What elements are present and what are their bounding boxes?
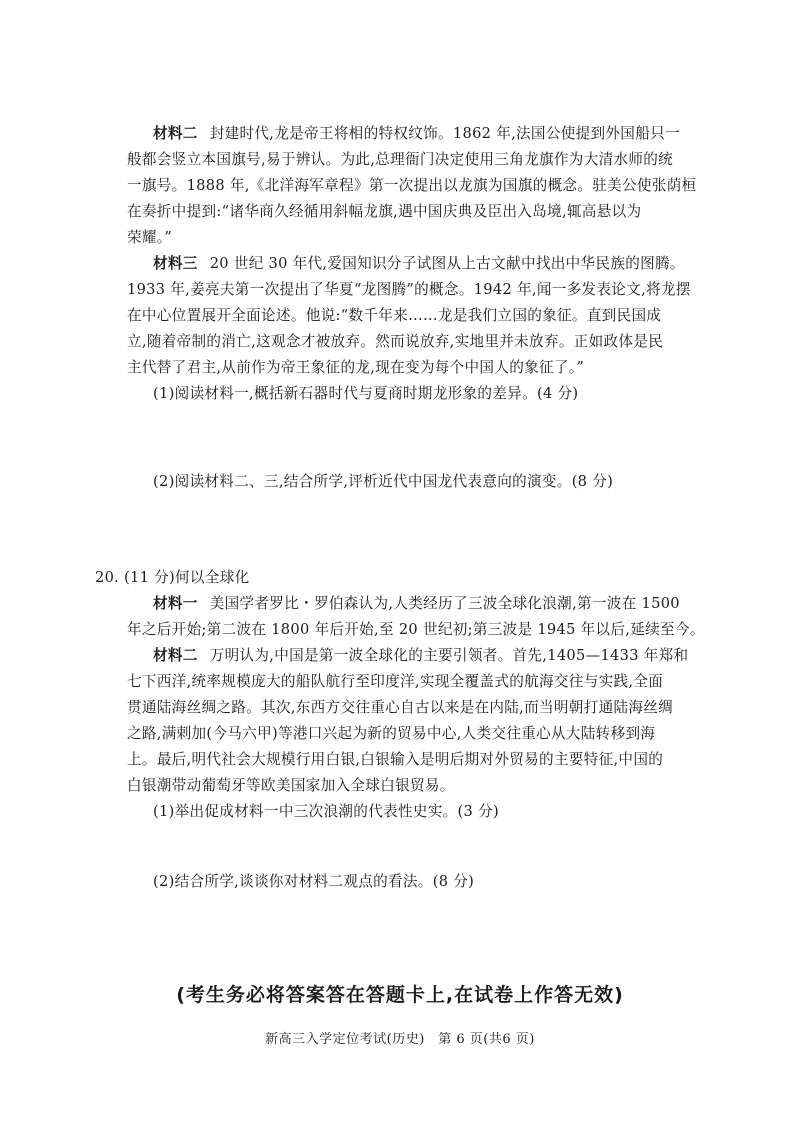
q20-material2-line-3: 贯通陆海丝绸之路。其次,东西方交往重心自古以来是在内陆,而当明朝打通陆海丝绸 xyxy=(127,699,674,716)
q20-material1-line-2: 年之后开始;第二波在 1800 年后开始,至 20 世纪初;第三波是 1945 年以后,延续至今。 xyxy=(127,621,705,638)
q20-material2-line-5: 上。最后,明代社会大规模行用白银,白银输入是明后期对外贸易的主要特征,中国的 xyxy=(127,751,664,768)
question20-part2: (2)结合所学,谈谈你对材料二观点的看法。(8 分) xyxy=(153,873,475,890)
material3-line-5: 主代替了君主,从前作为帝王象征的龙,现在变为每个中国人的象征了。” xyxy=(127,359,585,376)
page-footer: 新高三入学定位考试(历史) 第 6 页(共6 页) xyxy=(265,1032,535,1047)
q20-material1-line-1: 材料一 美国学者罗比・罗伯森认为,人类经历了三波全球化浪潮,第一波在 1500 xyxy=(153,595,680,612)
answer-sheet-notice: (考生务必将答案答在答题卡上,在试卷上作答无效) xyxy=(176,984,624,1006)
q20-material2-line-2: 七下西洋,统率规模庞大的船队航行至印度洋,实现全覆盖式的航海交往与实践,全面 xyxy=(127,673,664,690)
material3-line-4: 立,随着帝制的消亡,这观念才被放弃。然而说放弃,实地里并未放弃。正如政体是民 xyxy=(127,333,664,350)
question19-part1: (1)阅读材料一,概括新石器时代与夏商时期龙形象的差异。(4 分) xyxy=(153,385,579,402)
material3-line-2: 1933 年,姜亮夫第一次提出了华夏“龙图腾”的概念。1942 年,闻一多发表论文,将龙摆 xyxy=(127,281,691,298)
q20-material2-line-4: 之路,满剌加(今马六甲)等港口兴起为新的贸易中心,人类交往重心从大陆转移到海 xyxy=(127,725,656,742)
question20-header: 20. (11 分)何以全球化 xyxy=(95,569,250,586)
material2-label: 材料二 xyxy=(153,125,198,142)
material2-line-1: 材料二 封建时代,龙是帝王将相的特权纹饰。1862 年,法国公使提到外国船只一 xyxy=(153,125,680,142)
q20-material2-line-1: 材料二 万明认为,中国是第一波全球化的主要引领者。首先,1405—1433 年郑和 xyxy=(153,647,689,664)
q20-material2-label: 材料二 xyxy=(153,647,198,664)
material2-line-2: 般都会竖立本国旗号,易于辨认。为此,总理衙门决定使用三角龙旗作为大清水师的统 xyxy=(127,151,674,168)
question19-part2: (2)阅读材料二、三,结合所学,评析近代中国龙代表意向的演变。(8 分) xyxy=(153,473,614,490)
material3-label: 材料三 xyxy=(153,255,198,272)
material2-line-5: 荣耀。” xyxy=(127,229,173,246)
material3-line-1: 材料三 20 世纪 30 年代,爱国知识分子试图从上古文献中找出中华民族的图腾。 xyxy=(153,255,685,272)
question20-part1: (1)举出促成材料一中三次浪潮的代表性史实。(3 分) xyxy=(153,803,499,820)
q20-material1-label: 材料一 xyxy=(153,595,198,612)
material2-line-3: 一旗号。1888 年,《北洋海军章程》第一次提出以龙旗为国旗的概念。驻美公使张荫桓 xyxy=(127,177,697,194)
material3-line-3: 在中心位置展开全面论述。他说:“数千年来……龙是我们立国的象征。直到民国成 xyxy=(127,307,662,324)
material2-line-4: 在奏折中提到:“诸华商久经循用斜幅龙旗,遇中国庆典及臣出入岛境,辄高悬以为 xyxy=(127,203,642,220)
q20-material2-line-6: 白银潮带动葡萄牙等欧美国家加入全球白银贸易。 xyxy=(127,777,455,794)
